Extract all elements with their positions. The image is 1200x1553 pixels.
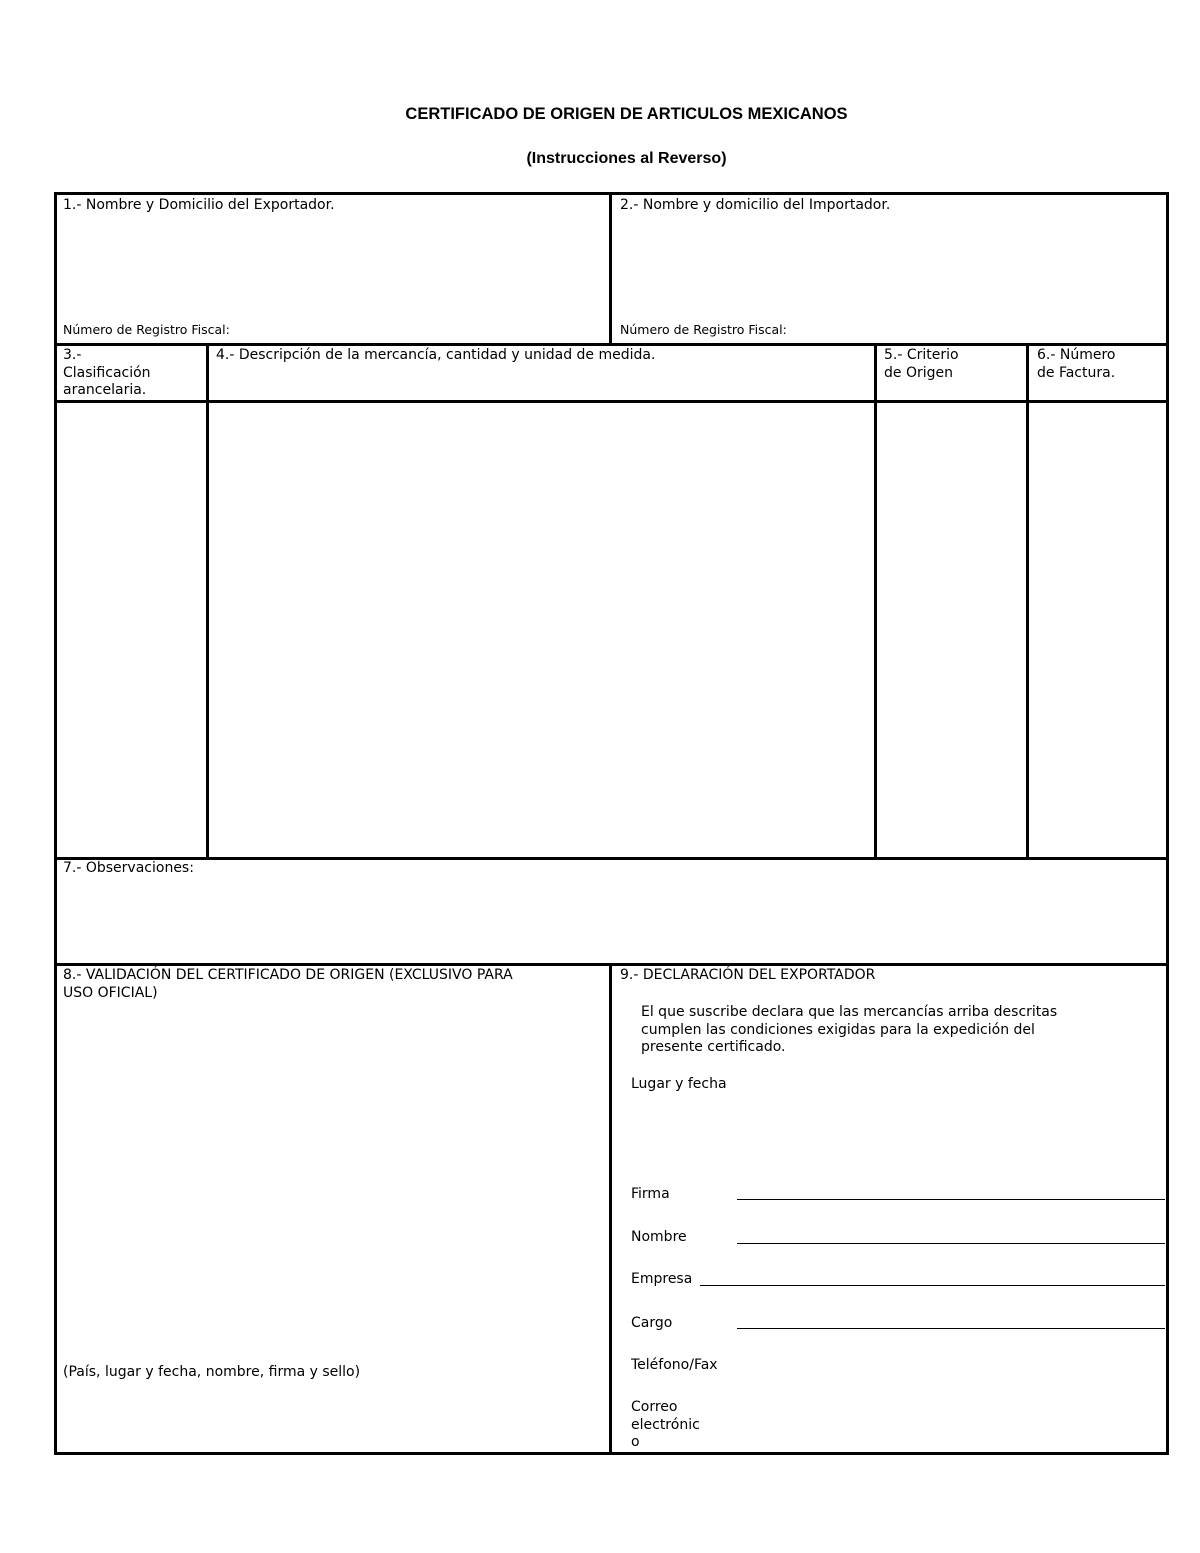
place-date-label: Lugar y fecha — [631, 1076, 727, 1092]
validation-note: (País, lugar y fecha, nombre, firma y sello) — [63, 1364, 361, 1380]
exporter-label: 1.- Nombre y Domicilio del Exportador. — [63, 197, 335, 213]
document-subtitle: (Instrucciones al Reverso) — [526, 150, 727, 167]
divider — [206, 343, 209, 859]
divider — [1026, 343, 1029, 859]
divider — [609, 963, 612, 1455]
phone-fax-label: Teléfono/Fax — [631, 1357, 718, 1373]
declaration-text: El que suscribe declara que las mercancías arriba descritas cumplen las condiciones exigidas para la expedición del presente certificado. — [641, 1004, 1058, 1055]
document-title: CERTIFICADO DE ORIGEN DE ARTICULOS MEXICANOS — [405, 105, 848, 123]
email-label: Correo electrónic o — [631, 1399, 700, 1450]
divider — [874, 343, 877, 859]
position-line — [737, 1328, 1165, 1329]
declaration-label: 9.- DECLARACIÓN DEL EXPORTADOR — [620, 967, 876, 983]
divider — [54, 400, 1169, 403]
divider — [54, 857, 1169, 860]
position-label: Cargo — [631, 1315, 673, 1331]
signature-label: Firma — [631, 1186, 670, 1202]
exporter-tax-id-label: Número de Registro Fiscal: — [63, 322, 230, 337]
divider — [609, 192, 612, 345]
signature-line — [737, 1199, 1165, 1200]
name-label: Nombre — [631, 1229, 687, 1245]
description-label: 4.- Descripción de la mercancía, cantidad y unidad de medida. — [216, 347, 656, 363]
name-line — [737, 1243, 1165, 1244]
company-label: Empresa — [631, 1271, 693, 1287]
criteria-label: 5.- Criterio de Origen — [884, 347, 959, 381]
company-line — [700, 1285, 1165, 1286]
observations-label: 7.- Observaciones: — [63, 860, 194, 876]
importer-label: 2.- Nombre y domicilio del Importador. — [620, 197, 891, 213]
invoice-label: 6.- Número de Factura. — [1037, 347, 1116, 381]
validation-label: 8.- VALIDACIÓN DEL CERTIFICADO DE ORIGEN (EXCLUSIVO PARA USO OFICIAL) — [63, 967, 513, 1001]
tariff-label: 3.- Clasificación arancelaria. — [63, 347, 151, 398]
importer-tax-id-label: Número de Registro Fiscal: — [620, 322, 787, 337]
